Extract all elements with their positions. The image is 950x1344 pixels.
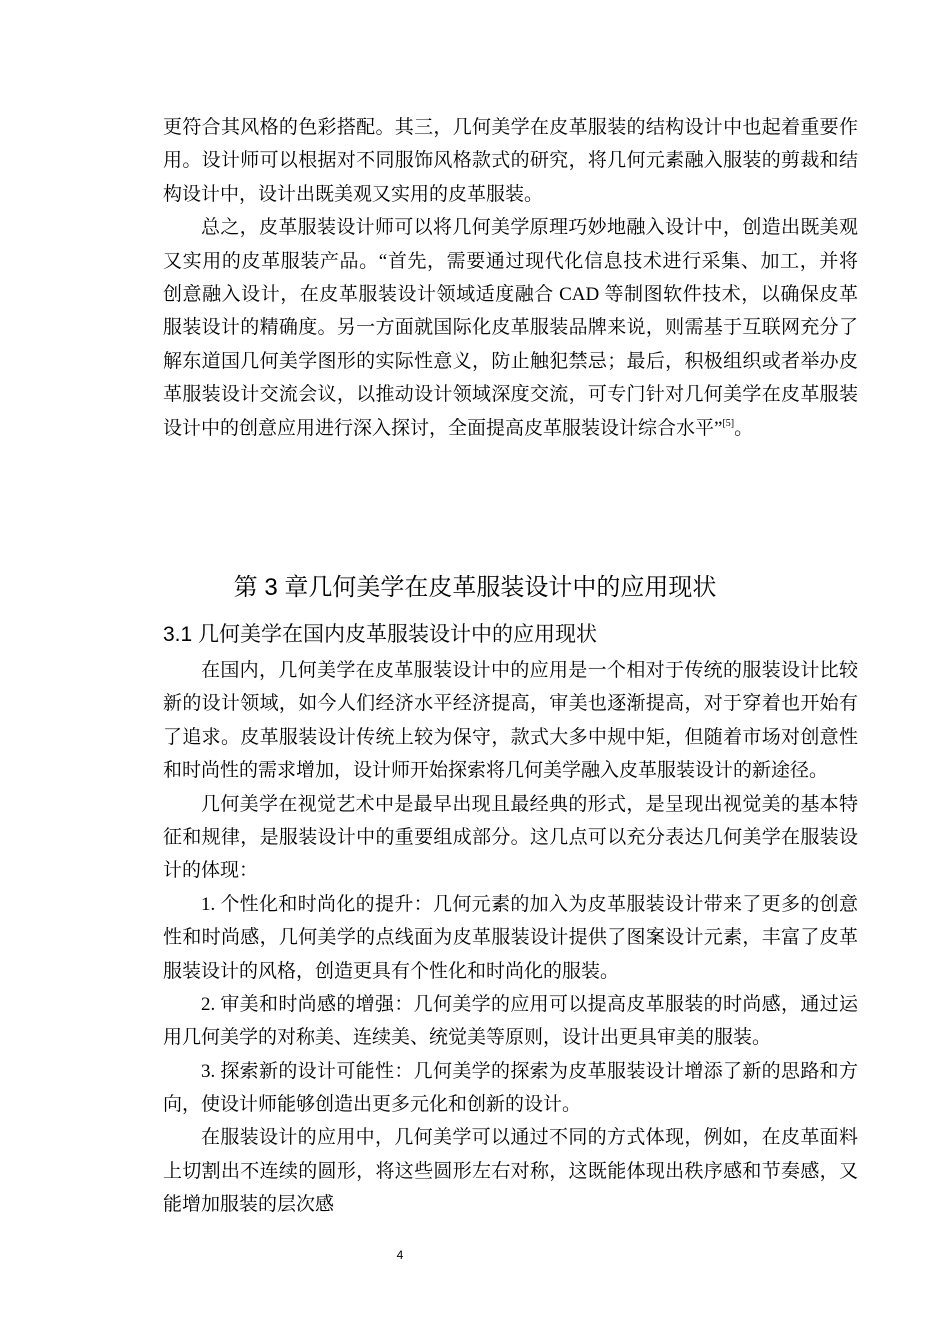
page-number: 4: [396, 1248, 404, 1262]
text-line: [163, 378, 858, 411]
line-text: 总之，皮革服装设计师可以将几何美学原理巧妙地融入设计中，创造出既美观: [201, 217, 858, 239]
line-text: 2. 审美和时尚感的增强：几何美学的应用可以提高皮革服装的时尚感，通过运: [201, 993, 858, 1015]
line-text: 用几何美学的对称美、连续美、统觉美等原则，设计出更具审美的服装。: [163, 1027, 772, 1049]
paragraph: [163, 888, 858, 988]
text-line: [163, 821, 858, 854]
line-text: 又实用的皮革服装产品。“首先，需要通过现代化信息技术进行采集、加工，并将: [163, 250, 858, 272]
line-text: 用。设计师可以根据对不同服饰风格款式的研究，将几何元素融入服装的剪裁和结: [163, 150, 858, 172]
text-line: [163, 721, 858, 754]
text-line: [163, 754, 858, 787]
line-text: 服装设计的风格，创造更具有个性化和时尚化的服装。: [163, 960, 620, 982]
paragraph: [163, 111, 858, 211]
line-text: 了追求。皮革服装设计传统上较为保守，款式大多中规中矩，但随着市场对创意性: [163, 726, 858, 748]
text-line: [163, 311, 858, 344]
text-line: [163, 788, 858, 821]
text-line: [163, 345, 858, 378]
text-line: [163, 1155, 858, 1188]
text-line: [163, 921, 858, 954]
line-text: 新的设计领域，如今人们经济水平经济提高，审美也逐渐提高，对于穿着也开始有: [163, 693, 858, 715]
section-title: 3.1 几何美学在国内皮革服装设计中的应用现状: [163, 623, 598, 646]
text-line: [163, 245, 858, 278]
paragraph: [163, 1121, 858, 1221]
line-text: 设计中的创意应用进行深入探讨，全面提高皮革服装设计综合水平”: [163, 417, 723, 439]
text-line: [163, 412, 858, 445]
text-line: [163, 111, 858, 144]
line-text: 服装设计的精确度。另一方面就国际化皮革服装品牌来说，则需基于互联网充分了: [163, 317, 858, 339]
paragraph: [163, 988, 858, 1055]
text-line: [163, 687, 858, 720]
line-text: 几何美学在视觉艺术中是最早出现且最经典的形式，是呈现出视觉美的基本特: [201, 793, 858, 815]
line-text: 3. 探索新的设计可能性：几何美学的探索为皮革服装设计增添了新的思路和方: [201, 1060, 858, 1082]
text-line: [163, 1088, 858, 1121]
body-text-top: [163, 111, 858, 445]
text-line: [163, 178, 858, 211]
line-text: 和时尚性的需求增加，设计师开始探索将几何美学融入皮革服装设计的新途径。: [163, 760, 829, 782]
line-tail: 。: [734, 417, 754, 439]
line-text: 性和时尚感，几何美学的点线面为皮革服装设计提供了图案设计元素，丰富了皮革: [163, 927, 858, 949]
line-text: 1. 个性化和时尚化的提升：几何元素的加入为皮革服装设计带来了更多的创意: [201, 893, 858, 915]
text-line: [163, 955, 858, 988]
text-line: [163, 211, 858, 244]
text-line: [163, 1021, 858, 1054]
line-text: 革服装设计交流会议，以推动设计领域深度交流，可专门针对几何美学在皮革服装: [163, 384, 858, 406]
text-line: [163, 1188, 858, 1221]
text-line: [163, 1121, 858, 1154]
line-text: 构设计中，设计出既美观又实用的皮革服装。: [163, 183, 544, 205]
text-line: [163, 888, 858, 921]
text-line: [163, 654, 858, 687]
line-text: 解东道国几何美学图形的实际性意义，防止触犯禁忌；最后，积极组织或者举办皮: [163, 350, 858, 372]
line-text: 在国内，几何美学在皮革服装设计中的应用是一个相对于传统的服装设计比较: [201, 660, 858, 681]
chapter-title: 第 3 章几何美学在皮革服装设计中的应用现状: [233, 574, 717, 601]
text-line: [163, 1055, 858, 1088]
paragraph: [163, 1055, 858, 1122]
paragraph: [163, 654, 858, 788]
paragraph: [163, 211, 858, 445]
line-text: 上切割出不连续的圆形，将这些圆形左右对称，这既能体现出秩序感和节奏感，又: [163, 1160, 858, 1182]
text-line: [163, 278, 858, 311]
paragraph: [163, 788, 858, 888]
line-text: 计的体现：: [163, 860, 259, 882]
line-text: 能增加服装的层次感: [163, 1194, 335, 1216]
line-text: 在服装设计的应用中，几何美学可以通过不同的方式体现，例如，在皮革面料: [201, 1127, 858, 1149]
line-text: 征和规律，是服装设计中的重要组成部分。这几点可以充分表达几何美学在服装设: [163, 826, 858, 848]
line-text: 更符合其风格的色彩搭配。其三，几何美学在皮革服装的结构设计中也起着重要作: [163, 117, 858, 138]
line-text: 创意融入设计，在皮革服装设计领域适度融合 CAD 等制图软件技术，以确保皮革: [163, 283, 858, 305]
citation-reference: [5]: [722, 417, 735, 429]
text-line: [163, 988, 858, 1021]
text-line: [163, 144, 858, 177]
line-text: 向，使设计师能够创造出更多元化和创新的设计。: [163, 1094, 582, 1116]
text-line: [163, 854, 858, 887]
body-text-bottom: [163, 654, 858, 1222]
